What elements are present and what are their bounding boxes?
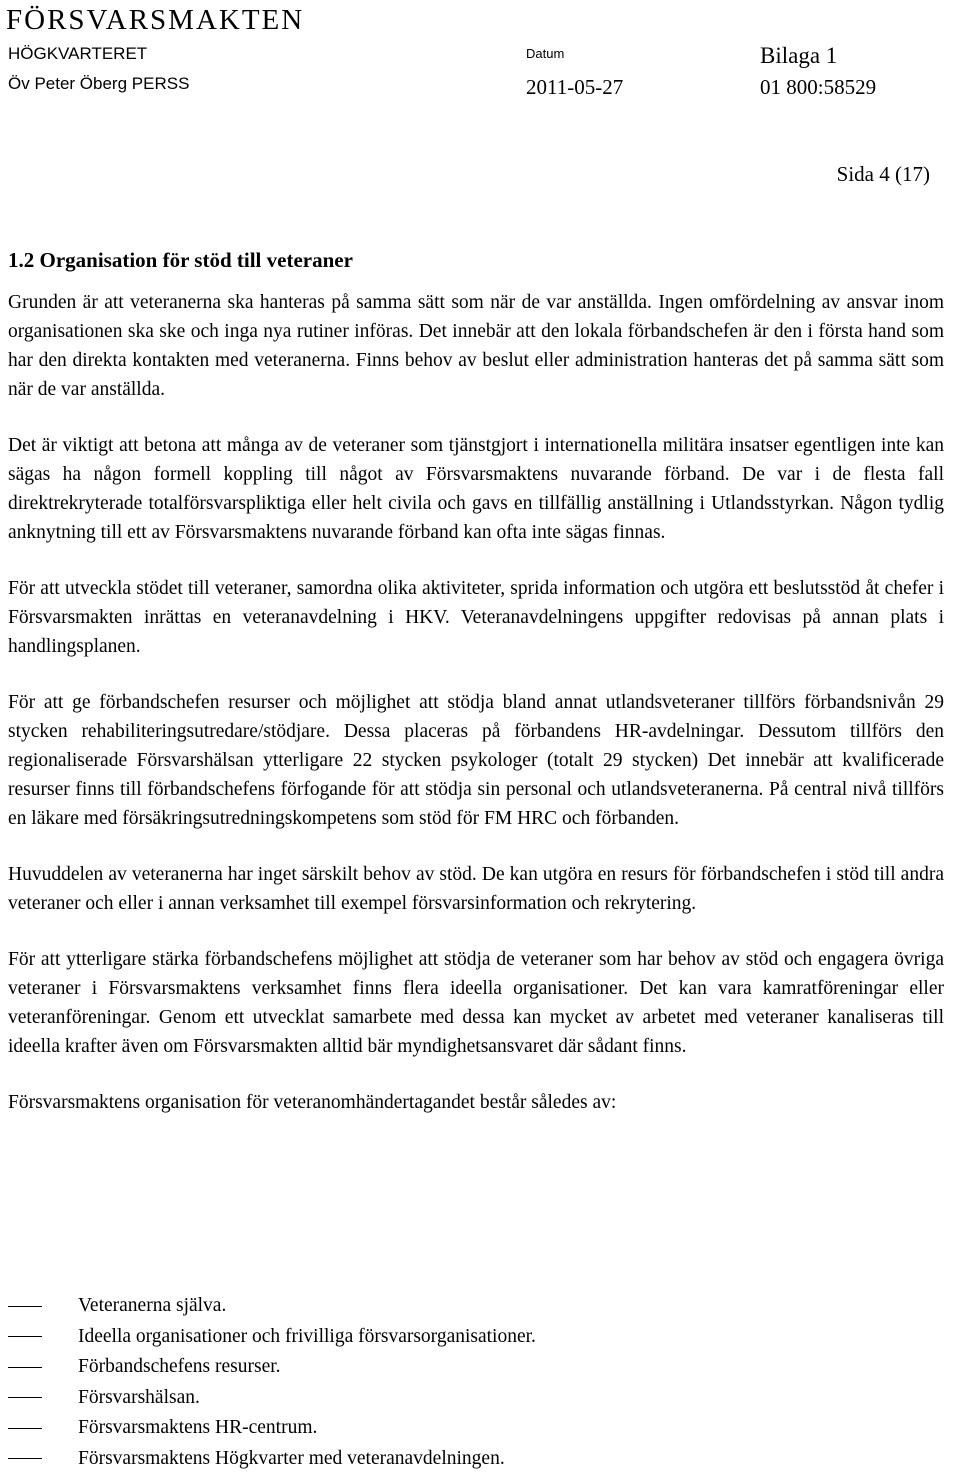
- paragraph: För att ge förbandschefen resurser och möjlighet att stödja bland annat utlandsveteraner tillförs förbandsnivån 29 stycken rehabiliteringsutredare/stödjare. Dessa placeras på förbandens HR-avdelningar. Dessutom tillförs den regionaliserade Försvarshälsan ytterligare 22 stycken psykologer (totalt 29 stycken) Det innebär att kvalificerade resurser finns till förbandschefens förfogande för att stödja sin personal och utlandsveteranerna. På central nivå tillförs en läkare med försäkringsutredningskompetens som stöd för FM HRC och förbanden.: [8, 692, 944, 829]
- list-item: [8, 1291, 536, 1322]
- list-item-text: Försvarshälsan.: [78, 1386, 200, 1408]
- paragraph: Grunden är att veteranerna ska hanteras på samma sätt som när de var anställda. Ingen omfördelning av ansvar inom organisationen ska ske och inga nya rutiner införas. Det innebär att den lokala förbandschefen är den i första hand som har den direkta kontakten med veteranerna. Finns behov av beslut eller administration hanteras det på samma sätt som när de var anställda.: [8, 292, 944, 400]
- dash-bullet-icon: [8, 1367, 42, 1368]
- organization-list: [8, 1291, 536, 1474]
- organization-name: FÖRSVARSMAKTEN: [6, 4, 305, 36]
- dash-bullet-icon: [8, 1428, 42, 1429]
- page-number: Sida 4 (17): [836, 162, 930, 186]
- paragraph: Försvarsmaktens organisation för veteranomhändertagandet består således av:: [8, 1092, 617, 1113]
- list-item-text: Försvarsmaktens HR-centrum.: [78, 1417, 318, 1438]
- section-heading: 1.2 Organisation för stöd till veteraner: [8, 248, 353, 272]
- list-item-text: Försvarsmaktens Högkvarter med veteranavdelningen.: [78, 1447, 505, 1469]
- dash-bullet-icon: [8, 1397, 42, 1398]
- list-item: [8, 1322, 536, 1353]
- list-item-text: Veteranerna själva.: [78, 1295, 227, 1316]
- attachment-label: Bilaga 1: [760, 43, 838, 68]
- reference-number: 01 800:58529: [760, 75, 877, 99]
- paragraph: Det är viktigt att betona att många av de veteraner som tjänstgjort i internationella militära insatser egentligen inte kan sägas ha någon formell koppling till något av Försvarsmaktens nuvarande förband. De var i de flesta fall direktrekryterade totalförsvarspliktiga eller helt civila och gavs en tillfällig anställning i Utlandsstyrkan. Någon tydlig anknytning till ett av Försvarsmaktens nuvarande förband kan ofta inte sägas finnas.: [8, 435, 944, 543]
- dash-bullet-icon: [8, 1458, 42, 1459]
- paragraph: För att utveckla stödet till veteraner, samordna olika aktiviteter, sprida information och utgöra ett beslutsstöd åt chefer i Försvarsmakten inrättas en veteranavdelning i HKV. Veteranavdelningens uppgifter redovisas på annan plats i handlingsplanen.: [8, 578, 944, 657]
- list-item: [8, 1444, 536, 1474]
- date-label: Datum: [526, 46, 565, 61]
- paragraph: För att ytterligare stärka förbandschefens möjlighet att stödja de veteraner som har behov av stöd och engagera övriga veteraner i Försvarsmaktens verksamhet finns flera ideella organisationer. Det kan vara kamratföreningar eller veteranföreningar. Genom ett utvecklat samarbete med dessa kan mycket av arbetet med veteraner kanaliseras till ideella krafter även om Försvarsmakten alltid bär myndighetsansvaret där sådant finns.: [8, 949, 944, 1057]
- section-body: [8, 288, 944, 1117]
- department: HÖGKVARTERET: [8, 44, 148, 63]
- list-item: [8, 1352, 536, 1383]
- dash-bullet-icon: [8, 1306, 42, 1307]
- list-item-text: Förbandschefens resurser.: [78, 1356, 281, 1377]
- list-item: [8, 1413, 536, 1444]
- list-item-text: Ideella organisationer och frivilliga försvarsorganisationer.: [78, 1325, 536, 1347]
- document-date: 2011-05-27: [526, 75, 624, 99]
- dash-bullet-icon: [8, 1336, 42, 1337]
- paragraph: Huvuddelen av veteranerna har inget särskilt behov av stöd. De kan utgöra en resurs för förbandschefen i stöd till andra veteraner och eller i annan verksamhet till exempel försvarsinformation och rekrytering.: [8, 864, 944, 914]
- author: Öv Peter Öberg PERSS: [8, 74, 190, 93]
- list-item: [8, 1383, 536, 1414]
